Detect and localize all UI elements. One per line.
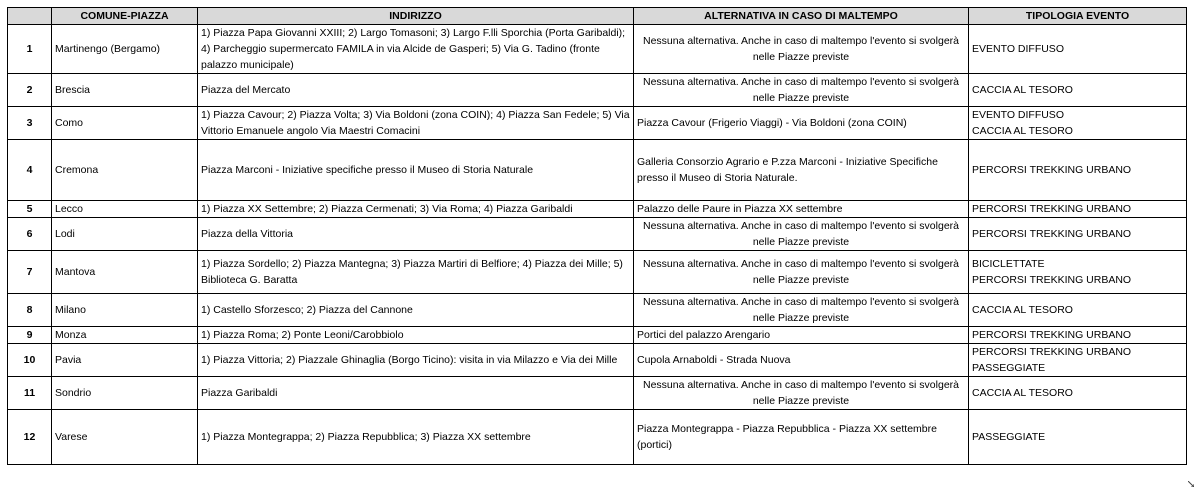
row-number: 7 <box>8 251 52 294</box>
row-number: 8 <box>8 294 52 327</box>
tipologia-item: PERCORSI TREKKING URBANO <box>972 164 1132 176</box>
row-number: 5 <box>8 201 52 218</box>
table-row <box>8 251 1187 294</box>
table-row <box>8 201 1187 218</box>
alternativa-cell: Nessuna alternativa. Anche in caso di maltempo l'evento si svolgerà nelle Piazze previste <box>634 74 969 107</box>
tipologia-cell <box>969 294 1187 327</box>
alternativa-cell: Nessuna alternativa. Anche in caso di maltempo l'evento si svolgerà nelle Piazze previste <box>634 251 969 294</box>
tipologia-item: PERCORSI TREKKING URBANO <box>972 346 1132 358</box>
comune-cell: Martinengo (Bergamo) <box>52 25 198 74</box>
comune-cell: Brescia <box>52 74 198 107</box>
alternativa-cell: Piazza Cavour (Frigerio Viaggi) - Via Boldoni (zona COIN) <box>634 107 969 140</box>
tipologia-cell <box>969 327 1187 344</box>
row-number: 11 <box>8 377 52 410</box>
comune-cell: Milano <box>52 294 198 327</box>
table-row <box>8 377 1187 410</box>
comune-cell: Lecco <box>52 201 198 218</box>
tipologia-cell <box>969 201 1187 218</box>
tipologia-cell <box>969 410 1187 465</box>
indirizzo-cell: 1) Castello Sforzesco; 2) Piazza del Cannone <box>198 294 634 327</box>
indirizzo-cell: Piazza Garibaldi <box>198 377 634 410</box>
indirizzo-cell: 1) Piazza Sordello; 2) Piazza Mantegna; 3) Piazza Martiri di Belfiore; 4) Piazza dei Mille; 5) Biblioteca G. Baratta <box>198 251 634 294</box>
header-row <box>8 8 1187 25</box>
table-row <box>8 140 1187 201</box>
row-number: 1 <box>8 25 52 74</box>
indirizzo-cell: 1) Piazza Papa Giovanni XXIII; 2) Largo Tomasoni; 3) Largo F.lli Sporchia (Porta Garibaldi); 4) Parcheggio supermercato FAMILA in via Alcide de Gasperi; 5) Via G. Tadino (fronte palazzo municipale) <box>198 25 634 74</box>
indirizzo-cell: 1) Piazza Vittoria; 2) Piazzale Ghinaglia (Borgo Ticino): visita in via Milazzo e Via dei Mille <box>198 344 634 377</box>
header-tipologia: TIPOLOGIA EVENTO <box>969 8 1187 25</box>
resize-grip-icon <box>1188 481 1194 487</box>
tipologia-item: CACCIA AL TESORO <box>972 84 1073 96</box>
events-table <box>7 7 1187 465</box>
comune-cell: Lodi <box>52 218 198 251</box>
alternativa-cell: Cupola Arnaboldi - Strada Nuova <box>634 344 969 377</box>
alternativa-cell: Nessuna alternativa. Anche in caso di maltempo l'evento si svolgerà nelle Piazze previste <box>634 218 969 251</box>
alternativa-cell: Piazza Montegrappa - Piazza Repubblica - Piazza XX settembre (portici) <box>634 410 969 465</box>
tipologia-cell <box>969 74 1187 107</box>
header-comune: COMUNE-PIAZZA <box>52 8 198 25</box>
tipologia-item: EVENTO DIFFUSO <box>972 109 1064 121</box>
tipologia-cell <box>969 377 1187 410</box>
tipologia-item: CACCIA AL TESORO <box>972 304 1073 316</box>
table-row <box>8 344 1187 377</box>
alternativa-cell: Nessuna alternativa. Anche in caso di maltempo l'evento si svolgerà nelle Piazze previste <box>634 25 969 74</box>
header-num <box>8 8 52 25</box>
table-row <box>8 25 1187 74</box>
indirizzo-cell: Piazza Marconi - Iniziative specifiche presso il Museo di Storia Naturale <box>198 140 634 201</box>
tipologia-cell <box>969 25 1187 74</box>
alternativa-cell: Nessuna alternativa. Anche in caso di maltempo l'evento si svolgerà nelle Piazze previste <box>634 377 969 410</box>
header-indirizzo: INDIRIZZO <box>198 8 634 25</box>
tipologia-item: PASSEGGIATE <box>972 362 1046 374</box>
comune-cell: Monza <box>52 327 198 344</box>
indirizzo-cell: Piazza della Vittoria <box>198 218 634 251</box>
tipologia-cell <box>969 344 1187 377</box>
row-number: 10 <box>8 344 52 377</box>
tipologia-item: CACCIA AL TESORO <box>972 387 1073 399</box>
comune-cell: Mantova <box>52 251 198 294</box>
comune-cell: Sondrio <box>52 377 198 410</box>
comune-cell: Cremona <box>52 140 198 201</box>
tipologia-cell <box>969 218 1187 251</box>
alternativa-cell: Nessuna alternativa. Anche in caso di maltempo l'evento si svolgerà nelle Piazze previste <box>634 294 969 327</box>
table-row <box>8 294 1187 327</box>
comune-cell: Pavia <box>52 344 198 377</box>
comune-cell: Como <box>52 107 198 140</box>
table-row <box>8 327 1187 344</box>
indirizzo-cell: 1) Piazza Cavour; 2) Piazza Volta; 3) Via Boldoni (zona COIN); 4) Piazza San Fedele; 5) Via Vittorio Emanuele angolo Via Maestri Comacini <box>198 107 634 140</box>
tipologia-item: EVENTO DIFFUSO <box>972 43 1064 55</box>
tipologia-item: PERCORSI TREKKING URBANO <box>972 329 1132 341</box>
row-number: 4 <box>8 140 52 201</box>
row-number: 2 <box>8 74 52 107</box>
comune-cell: Varese <box>52 410 198 465</box>
tipologia-cell <box>969 107 1187 140</box>
tipologia-cell <box>969 251 1187 294</box>
table-row <box>8 74 1187 107</box>
indirizzo-cell: 1) Piazza Roma; 2) Ponte Leoni/Carobbiolo <box>198 327 634 344</box>
row-number: 6 <box>8 218 52 251</box>
indirizzo-cell: Piazza del Mercato <box>198 74 634 107</box>
tipologia-cell <box>969 140 1187 201</box>
tipologia-item: BICICLETTATE <box>972 258 1045 270</box>
header-alternativa: ALTERNATIVA IN CASO DI MALTEMPO <box>634 8 969 25</box>
alternativa-cell: Palazzo delle Paure in Piazza XX settembre <box>634 201 969 218</box>
row-number: 12 <box>8 410 52 465</box>
tipologia-item: PASSEGGIATE <box>972 431 1046 443</box>
tipologia-item: PERCORSI TREKKING URBANO <box>972 274 1132 286</box>
tipologia-item: PERCORSI TREKKING URBANO <box>972 228 1132 240</box>
indirizzo-cell: 1) Piazza Montegrappa; 2) Piazza Repubblica; 3) Piazza XX settembre <box>198 410 634 465</box>
tipologia-item: PERCORSI TREKKING URBANO <box>972 203 1132 215</box>
row-number: 9 <box>8 327 52 344</box>
table-row <box>8 218 1187 251</box>
indirizzo-cell: 1) Piazza XX Settembre; 2) Piazza Cermenati; 3) Via Roma; 4) Piazza Garibaldi <box>198 201 634 218</box>
row-number: 3 <box>8 107 52 140</box>
alternativa-cell: Galleria Consorzio Agrario e P.zza Marconi - Iniziative Specifiche presso il Museo di Storia Naturale. <box>634 140 969 201</box>
tipologia-item: CACCIA AL TESORO <box>972 125 1073 137</box>
table-row <box>8 107 1187 140</box>
table-row <box>8 410 1187 465</box>
alternativa-cell: Portici del palazzo Arengario <box>634 327 969 344</box>
